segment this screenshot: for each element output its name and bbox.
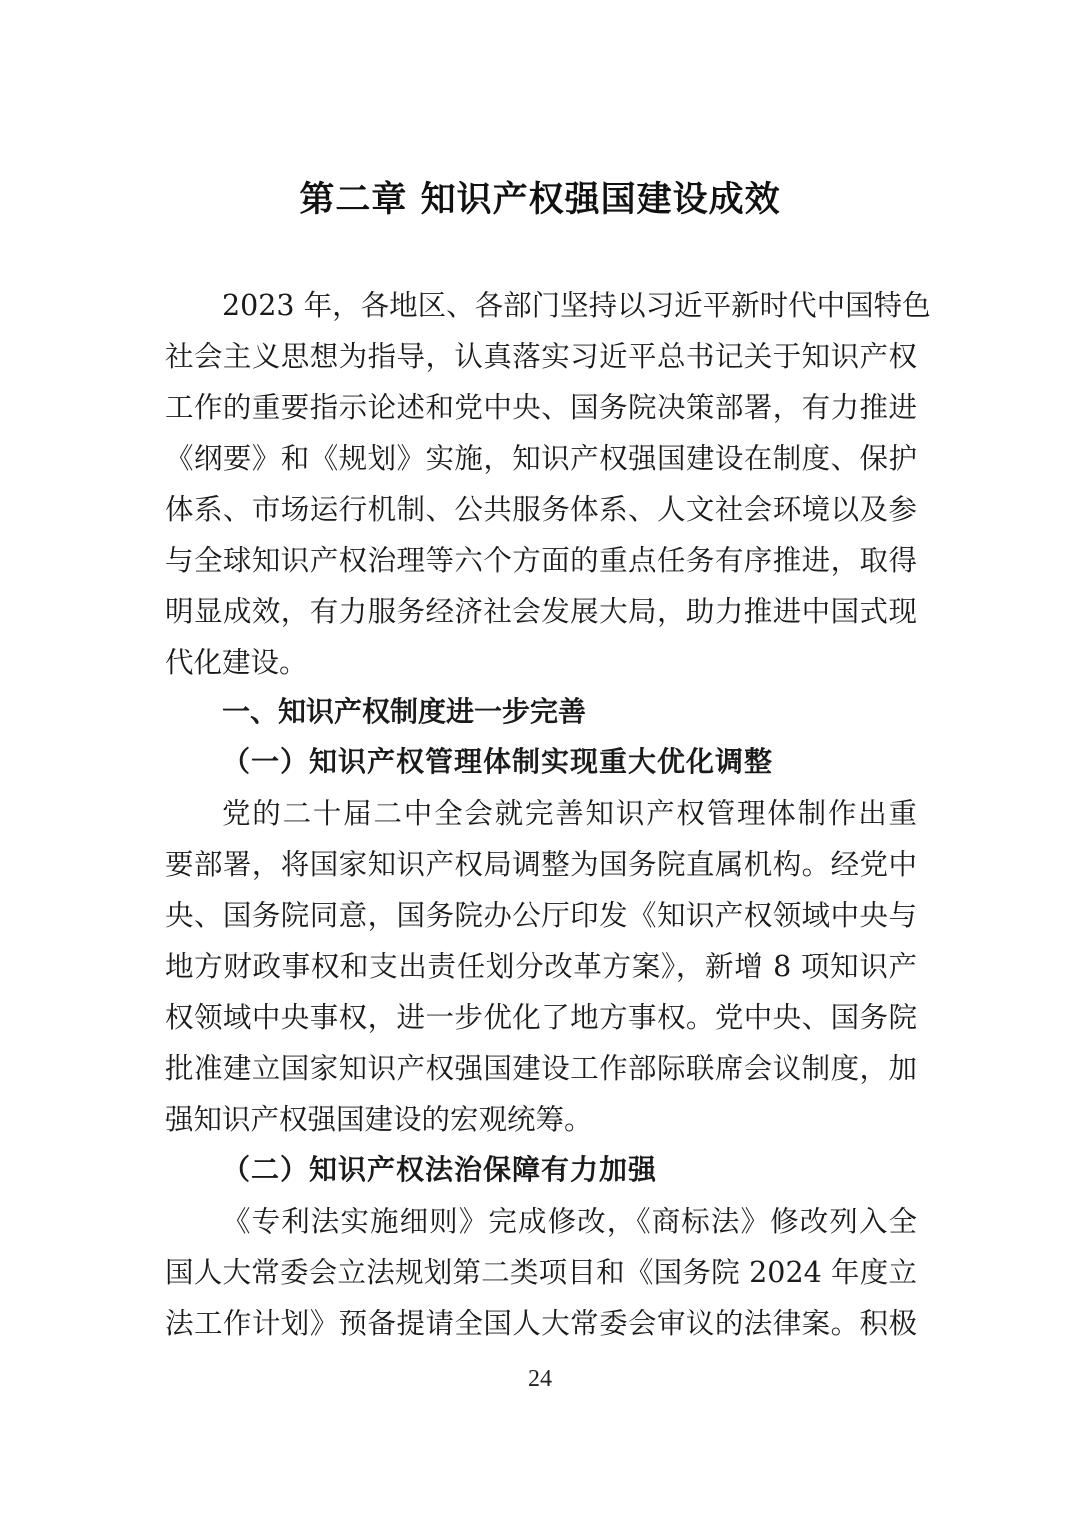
subsection-heading: （一）知识产权管理体制实现重大优化调整 [222,745,774,778]
paragraph-line: 党的二十届二中全会就完善知识产权管理体制作出重 [222,797,917,830]
paragraph-line: 体系、市场运行机制、公共服务体系、人文社会环境以及参 [165,493,917,526]
paragraph-line: 2023 年，各地区、各部门坚持以习近平新时代中国特色 [222,289,931,322]
paragraph-line: 与全球知识产权治理等六个方面的重点任务有序推进，取得 [165,544,917,577]
page-number: 24 [528,1366,552,1392]
paragraph-line: 强知识产权强国建设的宏观统筹。 [165,1103,593,1136]
paragraph-line: 《专利法实施细则》完成修改，《商标法》修改列入全 [222,1205,917,1238]
subsection-heading: （二）知识产权法治保障有力加强 [222,1153,658,1186]
paragraph-line: 社会主义思想为指导，认真落实习近平总书记关于知识产权 [165,340,917,373]
paragraph-line: 要部署，将国家知识产权局调整为国务院直属机构。经党中 [165,848,917,881]
paragraph-line: 权领域中央事权，进一步优化了地方事权。党中央、国务院 [165,1001,917,1034]
paragraph-line: 批准建立国家知识产权强国建设工作部际联席会议制度，加 [165,1052,917,1085]
paragraph-line: 明显成效，有力服务经济社会发展大局，助力推进中国式现 [165,595,917,628]
paragraph-line: 《纲要》和《规划》实施，知识产权强国建设在制度、保护 [165,442,917,475]
paragraph-line: 国人大常委会立法规划第二类项目和《国务院 2024 年度立 [165,1256,917,1289]
paragraph-line: 央、国务院同意，国务院办公厅印发《知识产权领域中央与 [165,899,917,932]
paragraph-line: 地方财政事权和支出责任划分改革方案》，新增 8 项知识产 [165,950,917,983]
paragraph-line: 法工作计划》预备提请全国人大常委会审议的法律案。积极 [165,1307,917,1340]
paragraph-line: 代化建设。 [165,646,308,679]
paragraph-line: 工作的重要指示论述和党中央、国务院决策部署，有力推进 [165,391,917,424]
section-heading: 一、知识产权制度进一步完善 [222,695,587,728]
chapter-title: 第二章 知识产权强国建设成效 [299,179,781,220]
